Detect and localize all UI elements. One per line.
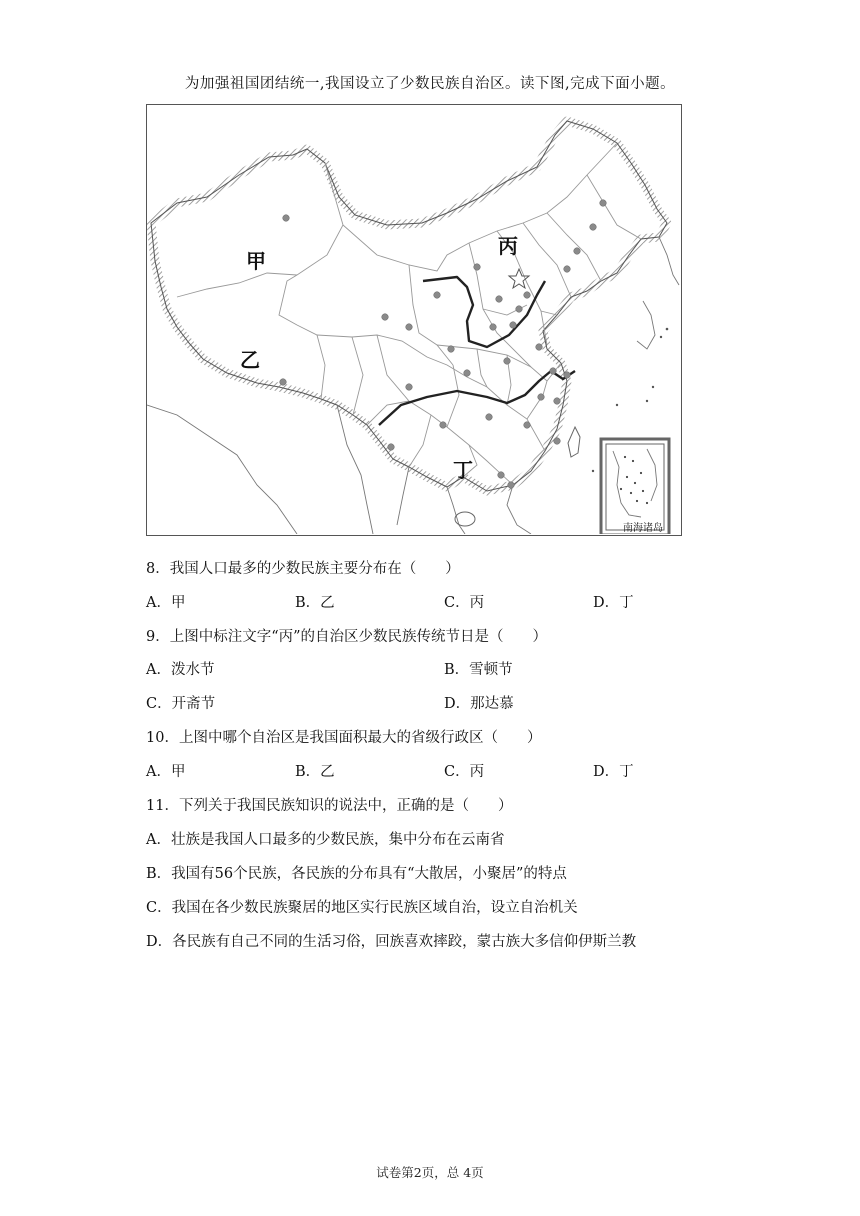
map-label-yi: 乙: [240, 348, 260, 372]
question-9-option-a[interactable]: A．泼水节: [146, 662, 215, 678]
question-11-option-d[interactable]: D．各民族有自己不同的生活习俗，回族喜欢摔跤，蒙古族大多信仰伊斯兰教: [146, 934, 637, 950]
map-label-jia: 甲: [246, 249, 266, 273]
capital-dots: [280, 200, 607, 489]
question-11-option-c[interactable]: C．我国在各少数民族聚居的地区实行民族区域自治，设立自治机关: [146, 900, 578, 916]
intro-text: 为加强祖国团结统一,我国设立了少数民族自治区。读下图,完成下面小题。: [184, 76, 676, 92]
page-footer: 试卷第2页，总 4页: [376, 1165, 484, 1180]
question-9-option-b[interactable]: B．雪顿节: [444, 662, 513, 678]
question-9-option-d[interactable]: D．那达慕: [444, 696, 514, 712]
capital-star: [509, 269, 529, 288]
thick-boundary-south: [379, 371, 575, 425]
question-11-option-b[interactable]: B．我国有56个民族，各民族的分布具有“大散居，小聚居”的特点: [146, 866, 567, 882]
question-11-option-a[interactable]: A．壮族是我国人口最多的少数民族，集中分布在云南省: [146, 832, 505, 848]
question-8-option-d[interactable]: D．丁: [593, 595, 634, 611]
question-11-stem: 11．下列关于我国民族知识的说法中，正确的是（ ）: [146, 798, 513, 814]
question-9-option-c[interactable]: C．开斋节: [146, 696, 216, 712]
question-10-option-b[interactable]: B．乙: [295, 764, 335, 780]
question-8-option-a[interactable]: A．甲: [146, 595, 186, 611]
map-label-bing: 丙: [498, 234, 518, 258]
question-9-stem: 9．上图中标注文字“丙”的自治区少数民族传统节日是（ ）: [146, 629, 548, 645]
question-8-option-c[interactable]: C．丙: [444, 595, 485, 611]
south-china-sea-inset: [601, 439, 669, 534]
province-boundaries: [177, 143, 641, 485]
question-10-option-c[interactable]: C．丙: [444, 764, 485, 780]
map-label-ding: 丁: [453, 458, 473, 482]
question-10-option-d[interactable]: D．丁: [593, 764, 634, 780]
inset-label: 南海诸岛: [623, 523, 663, 534]
question-10-option-a[interactable]: A．甲: [146, 764, 186, 780]
china-map: [146, 104, 682, 536]
question-8-option-b[interactable]: B．乙: [295, 595, 335, 611]
question-8-stem: 8．我国人口最多的少数民族主要分布在（ ）: [146, 561, 460, 577]
question-10-stem: 10．上图中哪个自治区是我国面积最大的省级行政区（ ）: [146, 730, 542, 746]
national-border: [151, 121, 667, 491]
thick-boundary-north: [423, 277, 545, 347]
